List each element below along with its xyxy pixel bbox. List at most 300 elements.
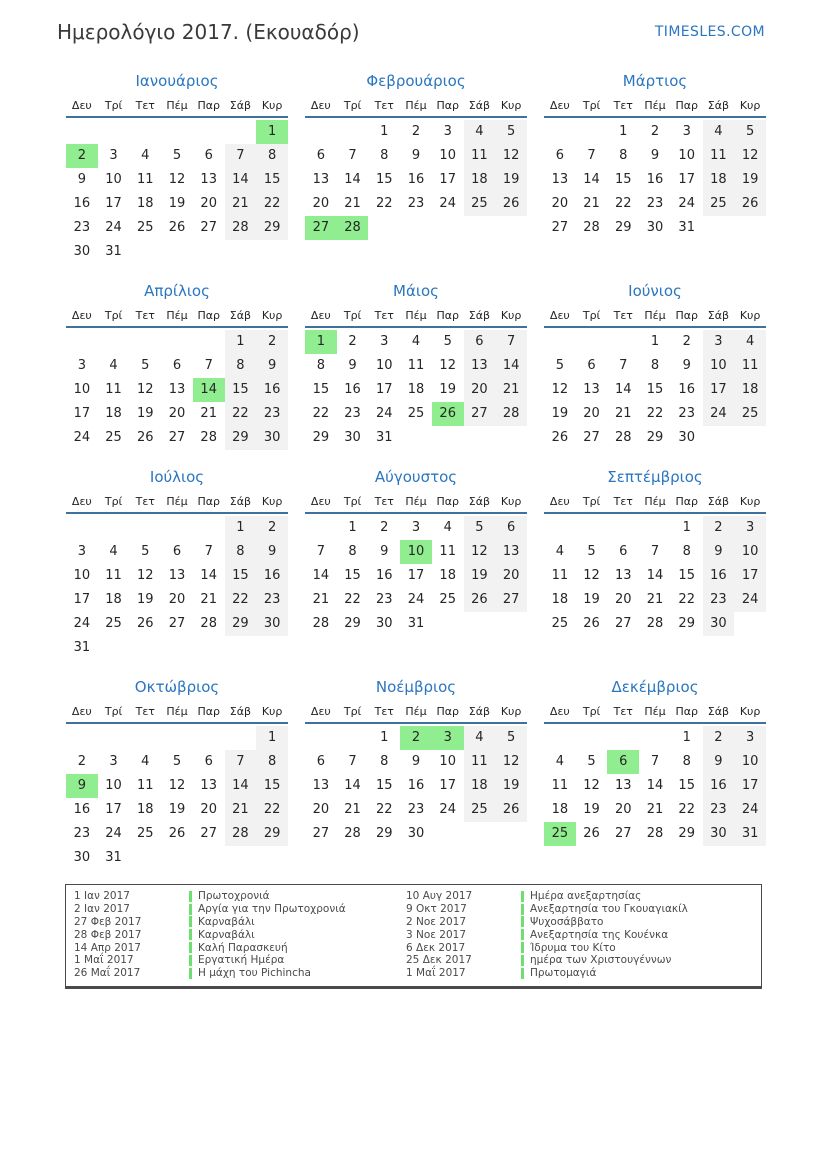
day-cell: 19 — [168, 196, 186, 211]
day-cell: 10 — [73, 568, 91, 583]
weekday-label: Πέμ — [405, 99, 427, 112]
day-cell: 11 — [551, 568, 569, 583]
empty-cell — [576, 330, 608, 354]
legend-row — [66, 928, 398, 941]
weekday-label: Δευ — [549, 495, 570, 508]
legend-holiday-name: Καλή Παρασκευή — [198, 941, 288, 954]
day-cell: 15 — [678, 568, 695, 583]
holiday-day-cell: 26 — [432, 402, 464, 426]
weekday-label: Τετ — [374, 705, 394, 718]
weekday-header-row — [305, 492, 527, 514]
month-title: Αύγουστος — [374, 468, 458, 486]
weekday-label: Παρ — [675, 495, 698, 508]
legend-row — [398, 967, 761, 980]
day-cell: 8 — [225, 540, 257, 564]
day-cell: 27 — [583, 430, 600, 445]
day-cell: 19 — [137, 406, 154, 421]
day-cell: 25 — [137, 826, 154, 841]
day-cell: 30 — [73, 244, 91, 259]
day-cell: 9 — [650, 148, 660, 163]
day-cell: 22 — [376, 196, 393, 211]
weekday-label: Πέμ — [405, 705, 427, 718]
weekday-label: Τρί — [582, 705, 601, 718]
day-cell: 27 — [464, 402, 496, 426]
day-cell: 6 — [464, 330, 496, 354]
legend-date: 9 Οκτ 2017 — [406, 903, 467, 916]
day-cell: 25 — [105, 430, 122, 445]
day-cell: 29 — [615, 220, 632, 235]
day-grid — [66, 120, 288, 264]
day-cell: 26 — [583, 616, 600, 631]
day-cell: 16 — [407, 172, 425, 187]
empty-cell — [129, 330, 161, 354]
day-cell: 17 — [439, 172, 456, 187]
day-cell: 22 — [344, 592, 361, 607]
holiday-day-cell: 27 — [305, 216, 337, 240]
empty-cell — [576, 120, 608, 144]
day-cell: 28 — [583, 220, 600, 235]
day-cell: 26 — [495, 798, 527, 822]
legend-holiday-name: Ανεξαρτησία του Γκουαγιακίλ — [530, 903, 688, 916]
day-cell: 19 — [439, 382, 456, 397]
holiday-marker-icon — [189, 916, 192, 927]
day-cell: 18 — [137, 802, 154, 817]
month-title: Φεβρουάριος — [366, 72, 466, 90]
day-cell: 12 — [168, 778, 186, 793]
legend-name-wrap — [189, 942, 288, 954]
empty-cell — [98, 120, 130, 144]
day-cell: 3 — [443, 124, 452, 139]
month-4 — [66, 280, 288, 450]
day-cell: 16 — [646, 172, 664, 187]
day-cell: 4 — [464, 120, 496, 144]
day-cell: 30 — [376, 616, 393, 631]
weekday-label: Πέμ — [405, 495, 427, 508]
day-cell: 18 — [105, 592, 122, 607]
weekday-label: Παρ — [436, 309, 459, 322]
day-cell: 12 — [583, 778, 600, 793]
day-cell: 3 — [703, 330, 735, 354]
day-cell: 6 — [172, 544, 182, 559]
day-cell: 30 — [703, 612, 735, 636]
weekday-label: Δευ — [310, 705, 331, 718]
day-cell: 19 — [583, 802, 600, 817]
legend-row — [66, 941, 398, 954]
month-title: Απρίλιος — [144, 282, 210, 300]
weekday-label: Πέμ — [166, 495, 188, 508]
weekday-label: Σάβ — [229, 309, 252, 322]
legend-date: 2 Ιαν 2017 — [74, 903, 130, 916]
day-cell: 21 — [583, 196, 600, 211]
day-cell: 13 — [168, 568, 186, 583]
legend-date: 1 Μαΐ 2017 — [74, 954, 134, 967]
weekday-label: Τρί — [343, 309, 362, 322]
holiday-day-cell: 2 — [400, 726, 432, 750]
weekday-label: Τρί — [582, 99, 601, 112]
weekday-label: Τρί — [582, 495, 601, 508]
day-cell: 5 — [172, 148, 182, 163]
legend-name-wrap — [521, 903, 688, 915]
day-cell: 20 — [495, 564, 527, 588]
weekday-label: Τετ — [135, 705, 155, 718]
legend-date: 1 Μαΐ 2017 — [406, 967, 466, 980]
day-cell: 13 — [200, 172, 217, 187]
day-cell: 28 — [312, 616, 330, 631]
day-cell: 25 — [734, 402, 766, 426]
weekday-header-row — [544, 306, 766, 328]
day-cell: 11 — [137, 172, 154, 187]
day-grid — [66, 516, 288, 660]
day-cell: 25 — [703, 192, 735, 216]
day-cell: 22 — [256, 192, 288, 216]
day-cell: 4 — [411, 334, 421, 349]
day-cell: 12 — [495, 144, 527, 168]
day-cell: 1 — [650, 334, 660, 349]
day-cell: 8 — [380, 754, 389, 769]
day-cell: 23 — [256, 588, 288, 612]
day-cell: 11 — [464, 750, 496, 774]
day-cell: 18 — [105, 406, 122, 421]
legend-row — [66, 954, 398, 967]
day-cell: 18 — [137, 196, 154, 211]
weekday-header-row — [66, 96, 288, 118]
day-cell: 7 — [650, 544, 660, 559]
legend-name-wrap — [189, 890, 270, 902]
day-grid — [544, 726, 766, 846]
day-cell: 4 — [141, 148, 150, 163]
weekday-label: Δευ — [310, 309, 331, 322]
day-cell: 11 — [439, 544, 456, 559]
empty-cell — [66, 120, 98, 144]
weekday-label: Σάβ — [468, 99, 491, 112]
holiday-marker-icon — [189, 929, 192, 940]
day-grid — [544, 330, 766, 450]
day-cell: 1 — [380, 730, 389, 745]
day-cell: 15 — [615, 172, 632, 187]
day-cell: 24 — [73, 430, 91, 445]
day-cell: 13 — [312, 778, 330, 793]
day-grid — [305, 120, 527, 240]
day-cell: 5 — [443, 334, 452, 349]
legend-holiday-name: ημέρα των Χριστουγέννων — [530, 954, 672, 967]
day-cell: 13 — [495, 540, 527, 564]
day-cell: 6 — [495, 516, 527, 540]
day-cell: 16 — [256, 564, 288, 588]
weekday-label: Δευ — [310, 495, 331, 508]
legend-name-wrap — [521, 916, 603, 928]
day-cell: 31 — [73, 640, 91, 655]
day-cell: 14 — [225, 774, 257, 798]
empty-cell — [225, 120, 257, 144]
day-cell: 12 — [439, 358, 456, 373]
weekday-label: Τρί — [104, 99, 123, 112]
day-cell: 29 — [646, 430, 664, 445]
weekday-label: Πέμ — [166, 99, 188, 112]
weekday-header-row — [66, 492, 288, 514]
weekday-label: Τετ — [374, 495, 394, 508]
legend-row — [398, 916, 761, 929]
legend-row — [398, 928, 761, 941]
weekday-header-row — [66, 702, 288, 724]
weekday-label: Πέμ — [644, 99, 666, 112]
empty-cell — [193, 516, 225, 540]
day-cell: 23 — [73, 826, 91, 841]
legend-date: 10 Αυγ 2017 — [406, 890, 473, 903]
day-cell: 17 — [105, 196, 122, 211]
day-cell: 3 — [380, 334, 389, 349]
legend-holiday-name: Η μάχη του Pichincha — [198, 967, 311, 980]
day-grid — [66, 726, 288, 870]
holiday-marker-icon — [521, 891, 524, 902]
empty-cell — [337, 726, 369, 750]
weekday-label: Πέμ — [644, 495, 666, 508]
weekday-label: Δευ — [549, 99, 570, 112]
day-cell: 20 — [200, 802, 217, 817]
weekday-label: Τετ — [374, 99, 394, 112]
month-9 — [544, 466, 766, 636]
day-cell: 31 — [105, 244, 122, 259]
month-title: Ιούλιος — [149, 468, 205, 486]
day-grid — [305, 330, 527, 450]
weekday-header-row — [544, 96, 766, 118]
timesles-site-link[interactable]: TIMESLES.COM — [654, 24, 765, 40]
day-cell: 31 — [734, 822, 766, 846]
day-cell: 9 — [682, 358, 691, 373]
day-cell: 23 — [73, 220, 91, 235]
day-cell: 11 — [464, 144, 496, 168]
day-cell: 21 — [615, 406, 632, 421]
day-cell: 2 — [650, 124, 660, 139]
day-cell: 7 — [225, 750, 257, 774]
day-cell: 20 — [312, 802, 330, 817]
day-cell: 25 — [105, 616, 122, 631]
legend-row — [66, 916, 398, 929]
day-grid — [305, 726, 527, 846]
day-cell: 5 — [555, 358, 564, 373]
day-cell: 20 — [464, 378, 496, 402]
holiday-day-cell: 3 — [432, 726, 464, 750]
empty-cell — [161, 330, 193, 354]
weekday-label: Παρ — [675, 705, 698, 718]
legend-date: 28 Φεβ 2017 — [74, 928, 142, 941]
legend-row — [66, 890, 398, 903]
day-cell: 11 — [137, 778, 154, 793]
day-cell: 28 — [495, 402, 527, 426]
day-cell: 14 — [615, 382, 632, 397]
weekday-label: Σάβ — [468, 705, 491, 718]
empty-cell — [66, 516, 98, 540]
holiday-marker-icon — [521, 955, 524, 966]
day-cell: 16 — [376, 568, 393, 583]
day-cell: 7 — [495, 330, 527, 354]
day-cell: 19 — [464, 564, 496, 588]
day-cell: 4 — [109, 544, 118, 559]
weekday-label: Τρί — [343, 705, 362, 718]
day-cell: 7 — [619, 358, 628, 373]
empty-cell — [98, 726, 130, 750]
day-cell: 6 — [204, 148, 213, 163]
day-cell: 1 — [380, 124, 389, 139]
day-cell: 24 — [73, 616, 91, 631]
day-cell: 2 — [703, 516, 735, 540]
weekday-label: Τετ — [613, 309, 633, 322]
legend-date: 6 Δεκ 2017 — [406, 941, 466, 954]
day-cell: 30 — [646, 220, 664, 235]
legend-row — [398, 954, 761, 967]
month-title: Μάρτιος — [622, 72, 688, 90]
weekday-label: Τετ — [613, 99, 633, 112]
legend-holiday-name: Ψυχοσάββατο — [530, 915, 604, 928]
day-cell: 14 — [646, 568, 664, 583]
holiday-day-cell: 25 — [544, 822, 576, 846]
day-cell: 4 — [109, 358, 118, 373]
weekday-label: Σάβ — [229, 705, 252, 718]
weekday-label: Σάβ — [229, 495, 252, 508]
empty-cell — [161, 516, 193, 540]
empty-cell — [66, 726, 98, 750]
day-cell: 25 — [439, 592, 456, 607]
day-cell: 19 — [168, 802, 186, 817]
day-cell: 3 — [734, 516, 766, 540]
day-cell: 15 — [256, 168, 288, 192]
day-cell: 13 — [551, 172, 569, 187]
empty-cell — [305, 516, 337, 540]
day-cell: 12 — [551, 382, 569, 397]
day-cell: 20 — [615, 592, 632, 607]
weekday-label: Κυρ — [500, 495, 522, 508]
holiday-marker-icon — [189, 891, 192, 902]
day-cell: 14 — [583, 172, 600, 187]
legend-holiday-name: Ημέρα ανεξαρτησίας — [530, 890, 642, 903]
day-cell: 9 — [703, 750, 735, 774]
holiday-day-cell: 1 — [256, 120, 288, 144]
weekday-label: Πέμ — [644, 309, 666, 322]
day-cell: 24 — [105, 220, 122, 235]
day-cell: 30 — [703, 822, 735, 846]
month-1 — [66, 70, 288, 264]
weekday-label: Παρ — [436, 495, 459, 508]
day-cell: 8 — [682, 544, 691, 559]
day-cell: 12 — [495, 750, 527, 774]
empty-cell — [639, 516, 671, 540]
day-cell: 23 — [344, 406, 361, 421]
day-cell: 10 — [734, 750, 766, 774]
empty-cell — [544, 330, 576, 354]
day-cell: 22 — [256, 798, 288, 822]
day-cell: 20 — [615, 802, 632, 817]
weekday-label: Πέμ — [166, 309, 188, 322]
day-cell: 5 — [141, 358, 150, 373]
day-cell: 29 — [376, 826, 393, 841]
day-cell: 17 — [678, 172, 695, 187]
day-cell: 22 — [312, 406, 330, 421]
legend-holiday-name: Ανεξαρτησία της Κουένκα — [530, 928, 669, 941]
day-cell: 11 — [105, 382, 122, 397]
legend-name-wrap — [521, 967, 596, 979]
day-cell: 7 — [348, 148, 357, 163]
day-cell: 13 — [200, 778, 217, 793]
day-cell: 29 — [225, 426, 257, 450]
day-cell: 8 — [256, 750, 288, 774]
day-cell: 1 — [348, 520, 357, 535]
day-cell: 4 — [141, 754, 150, 769]
weekday-label: Παρ — [197, 309, 220, 322]
day-cell: 4 — [555, 544, 564, 559]
day-cell: 10 — [439, 148, 456, 163]
day-cell: 7 — [225, 144, 257, 168]
empty-cell — [607, 726, 639, 750]
month-11 — [305, 676, 527, 846]
empty-cell — [305, 726, 337, 750]
day-cell: 13 — [615, 778, 632, 793]
day-cell: 16 — [73, 802, 91, 817]
month-title: Ιανουάριος — [135, 72, 219, 90]
day-cell: 24 — [407, 592, 425, 607]
weekday-label: Σάβ — [229, 99, 252, 112]
legend-row — [398, 903, 761, 916]
day-cell: 15 — [678, 778, 695, 793]
day-cell: 21 — [312, 592, 330, 607]
day-cell: 28 — [615, 430, 632, 445]
day-cell: 17 — [439, 778, 456, 793]
day-cell: 21 — [495, 378, 527, 402]
day-cell: 20 — [583, 406, 600, 421]
weekday-label: Πέμ — [166, 705, 188, 718]
holiday-marker-icon — [521, 968, 524, 979]
day-cell: 21 — [344, 802, 361, 817]
weekday-header-row — [544, 702, 766, 724]
day-cell: 10 — [376, 358, 393, 373]
holiday-day-cell: 6 — [607, 750, 639, 774]
weekday-label: Παρ — [675, 309, 698, 322]
legend-date: 26 Μαΐ 2017 — [74, 967, 141, 980]
month-2 — [305, 70, 527, 240]
day-cell: 7 — [650, 754, 660, 769]
day-cell: 24 — [703, 402, 735, 426]
legend-name-wrap — [189, 954, 284, 966]
day-cell: 21 — [200, 406, 217, 421]
day-cell: 18 — [734, 378, 766, 402]
day-cell: 8 — [256, 144, 288, 168]
day-cell: 25 — [137, 220, 154, 235]
day-cell: 21 — [646, 802, 664, 817]
holiday-marker-icon — [521, 916, 524, 927]
day-cell: 15 — [344, 568, 361, 583]
legend-holiday-name: Πρωτομαγιά — [530, 967, 597, 980]
holiday-marker-icon — [189, 955, 192, 966]
weekday-label: Κυρ — [500, 309, 522, 322]
day-cell: 23 — [703, 588, 735, 612]
weekday-label: Τετ — [135, 309, 155, 322]
legend-right-column — [398, 890, 761, 980]
weekday-label: Παρ — [436, 705, 459, 718]
day-cell: 16 — [407, 778, 425, 793]
weekday-label: Τρί — [104, 705, 123, 718]
day-cell: 22 — [678, 592, 695, 607]
day-cell: 13 — [583, 382, 600, 397]
empty-cell — [607, 516, 639, 540]
day-cell: 4 — [555, 754, 564, 769]
weekday-label: Τετ — [374, 309, 394, 322]
holiday-marker-icon — [521, 929, 524, 940]
month-title: Μάιος — [393, 282, 439, 300]
holiday-marker-icon — [189, 942, 192, 953]
day-cell: 31 — [105, 850, 122, 865]
day-cell: 26 — [137, 616, 154, 631]
day-cell: 16 — [678, 382, 695, 397]
day-cell: 27 — [615, 826, 632, 841]
weekday-header-row — [305, 702, 527, 724]
